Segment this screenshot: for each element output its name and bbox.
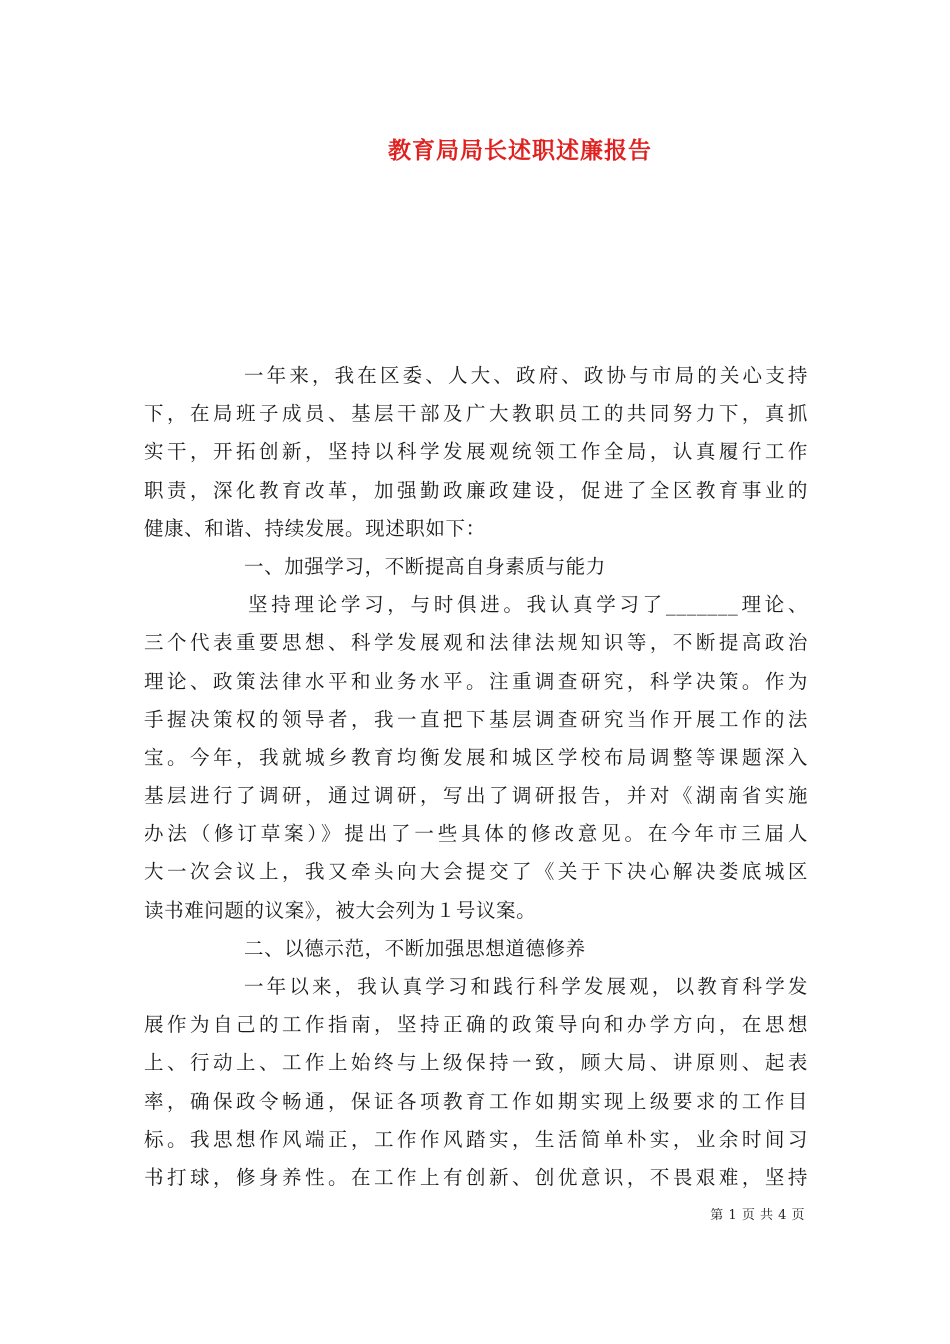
page-indicator: 第 1 页 共 4 页 (710, 1208, 805, 1223)
paragraph-line: 坚持理论学习，与时俱进。我认真学习了_______理论、 (248, 593, 808, 617)
paragraph-line: 展作为自己的工作指南，坚持正确的政策导向和办学方向，在思想 (144, 1013, 808, 1037)
section-heading: 一、加强学习，不断提高自身素质与能力 (244, 554, 606, 578)
paragraph-line: 大一次会议上，我又牵头向大会提交了《关于下决心解决娄底城区 (144, 860, 808, 884)
document-body (144, 357, 808, 1197)
paragraph-line: 下，在局班子成员、基层干部及广大教职员工的共同努力下，真抓 (144, 402, 808, 426)
paragraph-line: 一年以来，我认真学习和践行科学发展观，以教育科学发 (244, 975, 808, 998)
paragraph-line: 一年来，我在区委、人大、政府、政协与市局的关心支持 (244, 364, 808, 387)
paragraph-line: 读书难问题的议案》，被大会列为１号议案。 (144, 898, 537, 922)
paragraph-line: 三个代表重要思想、科学发展观和法律法规知识等，不断提高政治 (144, 631, 808, 655)
paragraph-line: 上、行动上、工作上始终与上级保持一致，顾大局、讲原则、起表 (144, 1051, 808, 1075)
document-title: 教育局局长述职述廉报告 (388, 137, 652, 164)
paragraph-line: 健康、和谐、持续发展。现述职如下： (144, 516, 486, 540)
paragraph-line: 书打球，修身养性。在工作上有创新、创优意识，不畏艰难，坚持 (144, 1165, 808, 1189)
paragraph-line: 办法（修订草案）》提出了一些具体的修改意见。在今年市三届人 (144, 822, 808, 846)
section-heading: 二、以德示范，不断加强思想道德修养 (244, 936, 586, 960)
paragraph-line: 手握决策权的领导者，我一直把下基层调查研究当作开展工作的法 (144, 707, 808, 731)
paragraph-line: 标。我思想作风端正，工作作风踏实，生活简单朴实，业余时间习 (144, 1127, 808, 1151)
paragraph-line: 实干，开拓创新，坚持以科学发展观统领工作全局，认真履行工作 (144, 440, 808, 464)
paragraph-line: 理论、政策法律水平和业务水平。注重调查研究，科学决策。作为 (144, 669, 808, 693)
paragraph-line: 率，确保政令畅通，保证各项教育工作如期实现上级要求的工作目 (144, 1089, 808, 1113)
paragraph-line: 宝。今年，我就城乡教育均衡发展和城区学校布局调整等课题深入 (144, 745, 808, 769)
paragraph-line: 职责，深化教育改革，加强勤政廉政建设，促进了全区教育事业的 (144, 478, 808, 502)
paragraph-line: 基层进行了调研，通过调研，写出了调研报告，并对《湖南省实施 (144, 784, 808, 808)
